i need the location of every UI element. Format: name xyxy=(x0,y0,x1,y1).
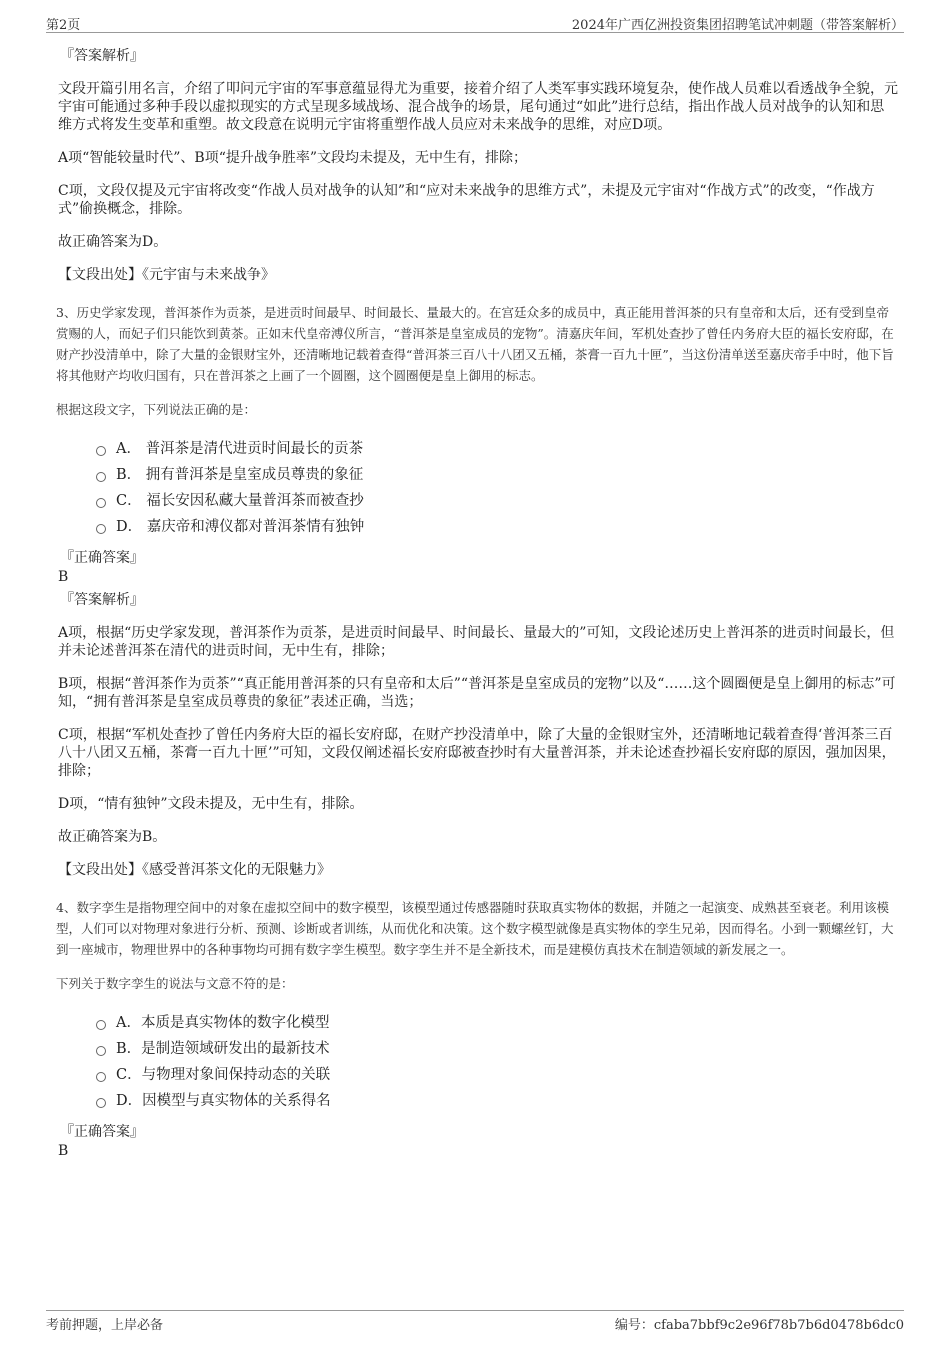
radio-icon[interactable] xyxy=(96,498,106,508)
document-title: 2024年广西亿洲投资集团招聘笔试冲刺题（带答案解析） xyxy=(571,18,904,33)
option-a[interactable] xyxy=(96,436,898,462)
option-c[interactable] xyxy=(96,1062,898,1088)
footer-slogan: 考前押题，上岸必备 xyxy=(46,1318,164,1333)
question-3-options xyxy=(96,436,898,540)
radio-icon[interactable] xyxy=(96,472,106,482)
question-4-prompt: 下列关于数字孪生的说法与文意不符的是： xyxy=(56,976,294,991)
correct-answer-label: 『正确答案』 xyxy=(60,550,144,566)
option-label: A． 普洱茶是清代进贡时间最长的贡茶 xyxy=(116,441,364,457)
analysis-paragraph: A项，根据“历史学家发现，普洱茶作为贡茶，是进贡时间最早、时间最长、量最大的”可知，文段论述历史上普洱茶的进贡时间最长，但并未论述普洱茶在清代的进贡时间，无中生有，排除； xyxy=(58,625,895,659)
option-label: D． 嘉庆帝和溥仪都对普洱茶情有独钟 xyxy=(116,519,365,535)
analysis-paragraph: A项“智能较量时代”、B项“提升战争胜率”文段均未提及，无中生有，排除； xyxy=(58,150,528,166)
option-label: C．与物理对象间保持动态的关联 xyxy=(116,1067,331,1083)
option-c[interactable] xyxy=(96,488,898,514)
correct-answer: B xyxy=(58,1143,69,1159)
document-code: 编号：cfaba7bbf9c2e96f78b7b6d0478b6dc0 xyxy=(614,1318,904,1333)
radio-icon[interactable] xyxy=(96,1046,106,1056)
radio-icon[interactable] xyxy=(96,1072,106,1082)
analysis-paragraph: C项，根据“军机处查抄了曾任内务府大臣的福长安府邸，在财产抄没清单中，除了大量的金银财宝外，还清晰地记载着查得‘普洱茶三百八十八团又五桶，茶膏一百九十匣’”可知，文段仅阐述福长安府邸被查抄时有大量普洱茶，并未论述查抄福长安府邸的原因，强加因果，排除； xyxy=(58,727,896,779)
option-a[interactable] xyxy=(96,1010,898,1036)
correct-answer-label: 『正确答案』 xyxy=(60,1124,144,1140)
option-label: B．是制造领域研发出的最新技术 xyxy=(116,1041,330,1057)
analysis-paragraph: 故正确答案为D。 xyxy=(58,234,168,250)
option-d[interactable] xyxy=(96,514,898,540)
analysis-label: 『答案解析』 xyxy=(60,592,144,608)
analysis-paragraph: D项，“情有独钟”文段未提及，无中生有，排除。 xyxy=(58,796,364,812)
option-label: C． 福长安因私藏大量普洱茶而被查抄 xyxy=(116,493,364,509)
option-b[interactable] xyxy=(96,1036,898,1062)
radio-icon[interactable] xyxy=(96,1098,106,1108)
analysis-paragraph: C项，文段仅提及元宇宙将改变“作战人员对战争的认知”和“应对未来战争的思维方式”，未提及元宇宙对“作战方式”的改变，“作战方式”偷换概念，排除。 xyxy=(58,183,875,217)
page-content xyxy=(56,46,898,1164)
correct-answer: B xyxy=(58,569,69,585)
page-header xyxy=(46,14,904,33)
page-footer xyxy=(46,1310,904,1331)
analysis-paragraph: B项，根据“普洱茶作为贡茶”“真正能用普洱茶的只有皇帝和太后”“普洱茶是皇室成员的宠物”以及“……这个圆圈便是皇上御用的标志”可知，“拥有普洱茶是皇室成员尊贵的象征”表述正确，当选； xyxy=(58,676,896,710)
question-4-text: 4、数字孪生是指物理空间中的对象在虚拟空间中的数字模型，该模型通过传感器随时获取真实物体的数据，并随之一起演变、成熟甚至衰老。利用该模型，人们可以对物理对象进行分析、预测、诊断或者训练，从而优化和决策。这个数字模型就像是真实物体的孪生兄弟，因而得名。小到一颗螺丝钉，大到一座城市，物理世界中的各种事物均可拥有数字孪生模型。数字孪生并不是全新技术，而是建模仿真技术在制造领域的新发展之一。 xyxy=(56,900,894,957)
question-3-prompt: 根据这段文字，下列说法正确的是： xyxy=(56,402,257,417)
option-label: B． 拥有普洱茶是皇室成员尊贵的象征 xyxy=(116,467,364,483)
radio-icon[interactable] xyxy=(96,1020,106,1030)
analysis-paragraph: 文段开篇引用名言，介绍了叩问元宇宙的军事意蕴显得尤为重要，接着介绍了人类军事实践环境复杂，使作战人员难以看透战争全貌，元宇宙可能通过多种手段以虚拟现实的方式呈现多域战场、混合战争的场景，尾句通过“如此”进行总结，指出作战人员对战争的认知和思维方式将发生变革和重塑。故文段意在说明元宇宙将重塑作战人员应对未来战争的思维，对应D项。 xyxy=(58,81,898,133)
question-4-options xyxy=(96,1010,898,1114)
question-3-text: 3、历史学家发现，普洱茶作为贡茶，是进贡时间最早、时间最长、量最大的。在宫廷众多的成员中，真正能用普洱茶的只有皇帝和太后，还有受到皇帝赏赐的人，而妃子们只能饮到黄茶。正如末代皇帝溥仪所言，“普洱茶是皇室成员的宠物”。清嘉庆年间，军机处查抄了曾任内务府大臣的福长安府邸，在财产抄没清单中，除了大量的金银财宝外，还清晰地记载着查得“普洱茶三百八十八团又五桶，茶膏一百九十匣”，当这份清单送至嘉庆帝手中时，他下旨将其他财产均收归国有，只在普洱茶之上画了一个圆圈，这个圆圈便是皇上御用的标志。 xyxy=(56,305,894,383)
page-number: 第2页 xyxy=(46,18,81,33)
option-d[interactable] xyxy=(96,1088,898,1114)
option-b[interactable] xyxy=(96,462,898,488)
radio-icon[interactable] xyxy=(96,446,106,456)
analysis-paragraph: 故正确答案为B。 xyxy=(58,829,167,845)
source-citation: 【文段出处】《元宇宙与未来战争》 xyxy=(58,267,275,283)
option-label: A．本质是真实物体的数字化模型 xyxy=(116,1015,330,1031)
analysis-label: 『答案解析』 xyxy=(60,48,144,64)
option-label: D．因模型与真实物体的关系得名 xyxy=(116,1093,331,1109)
radio-icon[interactable] xyxy=(96,524,106,534)
source-citation: 【文段出处】《感受普洱茶文化的无限魅力》 xyxy=(58,862,331,878)
